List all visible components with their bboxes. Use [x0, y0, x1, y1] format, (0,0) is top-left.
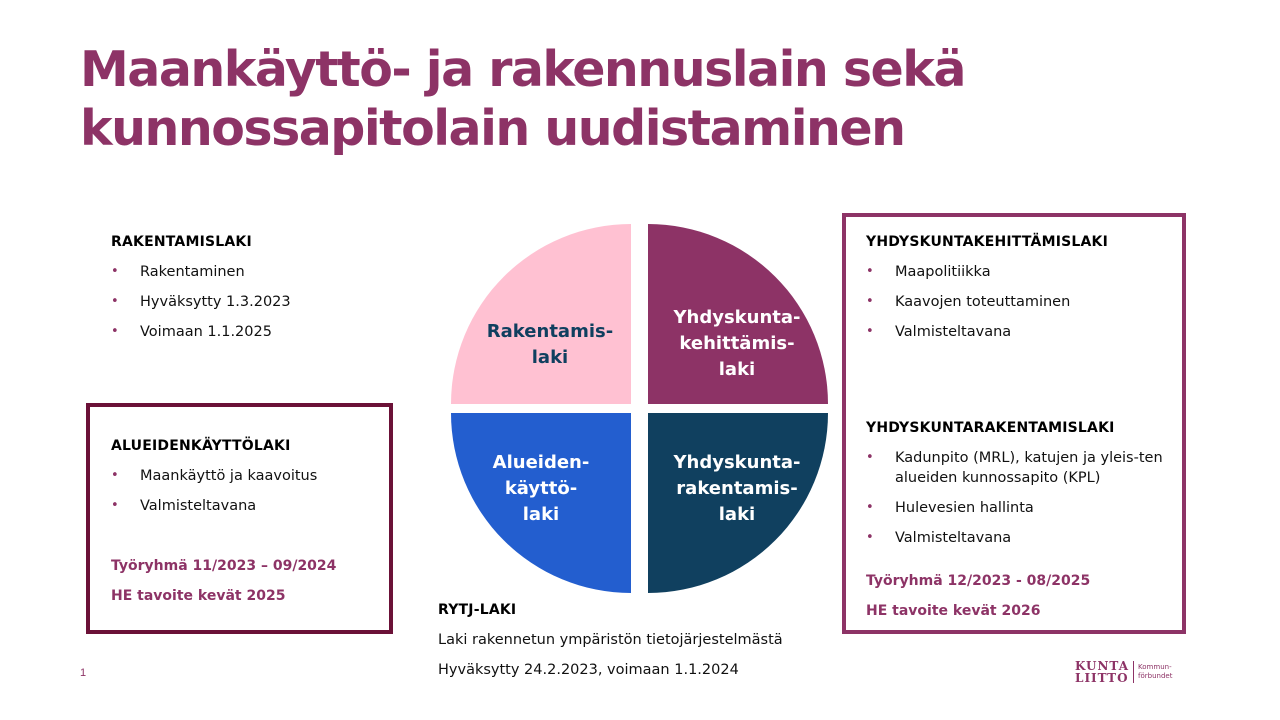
slide-title [80, 40, 1180, 158]
yhdyskuntakehittamislaki-list [866, 262, 1166, 342]
list-item: • Maankäyttö ja kaavoitus [111, 466, 381, 486]
quadrant-label-line: laki [718, 504, 756, 525]
quadrant-label-line: laki [531, 347, 569, 368]
rakentamislaki-list [111, 262, 411, 342]
yhdyskuntarakentamislaki-list [866, 448, 1166, 548]
logo-divider [1133, 661, 1134, 683]
rytj-section [438, 600, 838, 680]
yhdyskuntarakentamislaki-heading: YHDYSKUNTARAKENTAMISLAKI [866, 420, 1115, 436]
quadrant-label-line: Rakentamis- [486, 321, 614, 342]
quadrant-label-line: laki [522, 504, 560, 525]
list-item: • Voimaan 1.1.2025 [111, 322, 411, 342]
quadrant-label-line: Yhdyskunta- [673, 307, 801, 328]
quadrant-label-line: Yhdyskunta- [673, 452, 801, 473]
slide-title-line1: Maankäyttö- ja rakennuslain sekä [80, 41, 965, 98]
logo-line1: KUNTA [1075, 659, 1130, 673]
quadrant-label-rakentamislaki [470, 319, 630, 371]
slide-title-line2: kunnossapitolain uudistaminen [80, 100, 905, 157]
yhdyskuntarakentamislaki-target: HE tavoite kevät 2026 [866, 603, 1041, 619]
alueidenkayttolaki-heading: ALUEIDENKÄYTTÖLAKI [111, 438, 291, 454]
rytj-line2: Hyväksytty 24.2.2023, voimaan 1.1.2024 [438, 662, 739, 678]
quadrant-label-line: käyttö- [504, 478, 578, 499]
list-item: • Maapolitiikka [866, 262, 1166, 282]
alueidenkayttolaki-list [111, 466, 381, 516]
rakentamislaki-heading: RAKENTAMISLAKI [111, 234, 252, 250]
alueidenkayttolaki-section [111, 436, 381, 606]
page-number: 1 [80, 667, 87, 679]
yhdyskuntakehittamislaki-section [866, 232, 1166, 342]
quadrant-label-yhdyskuntakehittamislaki [657, 305, 817, 383]
quadrant-rakentamislaki [451, 224, 631, 404]
yhdyskuntarakentamislaki-section [866, 418, 1166, 621]
list-item: • Hulevesien hallinta [866, 498, 1166, 518]
list-item: • Hyväksytty 1.3.2023 [111, 292, 411, 312]
rytj-heading: RYTJ-LAKI [438, 602, 517, 618]
list-item: • Valmisteltavana [111, 496, 381, 516]
logo-side1: Kommun- [1138, 663, 1172, 671]
alueidenkayttolaki-target: HE tavoite kevät 2025 [111, 588, 286, 604]
quadrant-label-alueidenkayttolaki [461, 450, 621, 528]
yhdyskuntakehittamislaki-heading: YHDYSKUNTAKEHITTÄMISLAKI [866, 234, 1109, 250]
list-item: • Valmisteltavana [866, 322, 1166, 342]
list-item: • Kaavojen toteuttaminen [866, 292, 1166, 312]
rakentamislaki-section [111, 232, 411, 342]
quadrant-label-line: Alueiden- [492, 452, 590, 473]
list-item: • Rakentaminen [111, 262, 411, 282]
list-item: • Valmisteltavana [866, 528, 1166, 548]
alueidenkayttolaki-workgroup: Työryhmä 11/2023 – 09/2024 [111, 558, 337, 574]
quadrant-label-yhdyskuntarakentamislaki [657, 450, 817, 528]
logo-line2: LIITTO [1075, 671, 1129, 685]
rytj-line1: Laki rakennetun ympäristön tietojärjestelmästä [438, 632, 783, 648]
kuntaliitto-logo [1075, 660, 1172, 684]
logo-side2: förbundet [1138, 672, 1173, 680]
quadrant-label-line: laki [718, 359, 756, 380]
quadrant-label-line: rakentamis- [676, 478, 798, 499]
list-item: • Kadunpito (MRL), katujen ja yleis-ten alueiden kunnossapito (KPL) [866, 448, 1166, 488]
quadrant-label-line: kehittämis- [679, 333, 795, 354]
yhdyskuntarakentamislaki-workgroup: Työryhmä 12/2023 - 08/2025 [866, 573, 1091, 589]
